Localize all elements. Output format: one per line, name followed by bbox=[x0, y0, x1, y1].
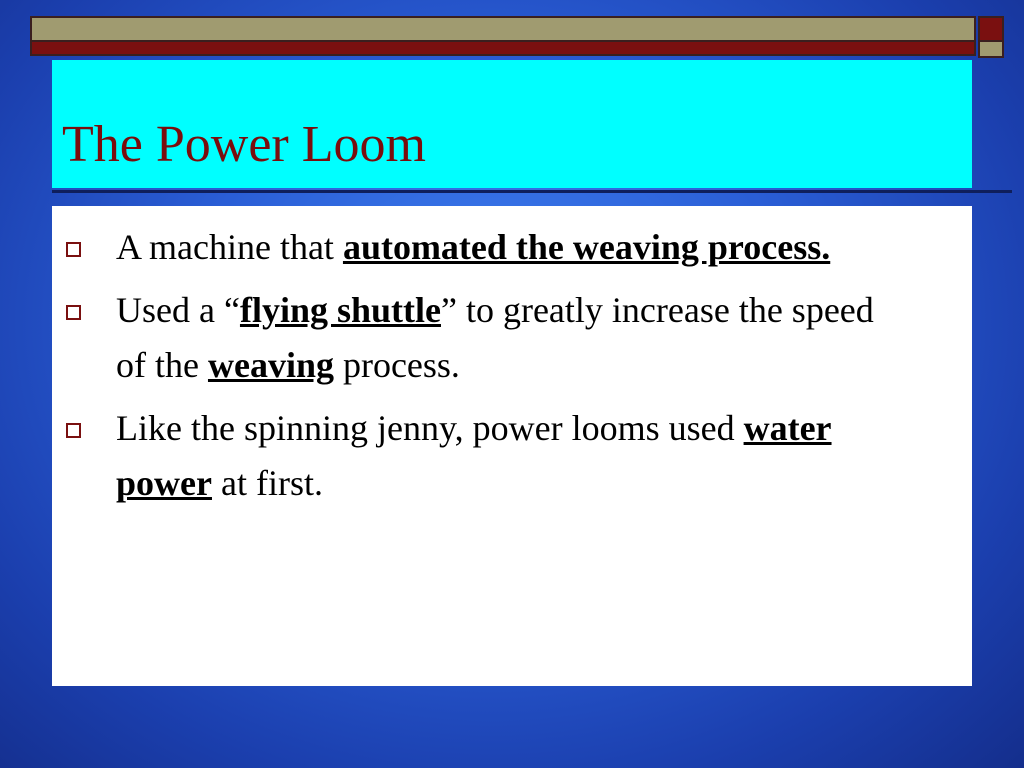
hollow-square-icon bbox=[66, 242, 81, 257]
hollow-square-icon bbox=[66, 423, 81, 438]
bullet-item bbox=[52, 220, 972, 275]
bullet-item bbox=[52, 283, 972, 393]
decorative-red-bar bbox=[30, 42, 976, 56]
bullet-list bbox=[52, 220, 972, 519]
content-box bbox=[52, 206, 972, 686]
bullet-text: at first. bbox=[211, 463, 323, 503]
bullet-emphasis: flying shuttle bbox=[239, 290, 441, 330]
hollow-square-icon bbox=[66, 305, 81, 320]
decorative-red-square bbox=[978, 16, 1004, 42]
bullet-text: Like the spinning jenny, power looms used bbox=[116, 408, 744, 448]
bullet-item bbox=[52, 401, 972, 511]
bullet-emphasis: automated the weaving process. bbox=[342, 227, 831, 267]
slide-title: The Power Loom bbox=[62, 116, 426, 173]
bullet-text: Used a “ bbox=[116, 290, 240, 330]
bullet-text: ” to greatly increase the speed of the bbox=[116, 290, 874, 385]
title-underline-rule bbox=[52, 190, 1012, 193]
decorative-olive-bar bbox=[30, 16, 976, 42]
bullet-text: A machine that bbox=[116, 227, 343, 267]
bullet-emphasis: weaving bbox=[207, 345, 334, 385]
decorative-olive-square bbox=[978, 42, 1004, 58]
bullet-text: process. bbox=[333, 345, 460, 385]
bullet-emphasis: water power bbox=[116, 408, 832, 503]
